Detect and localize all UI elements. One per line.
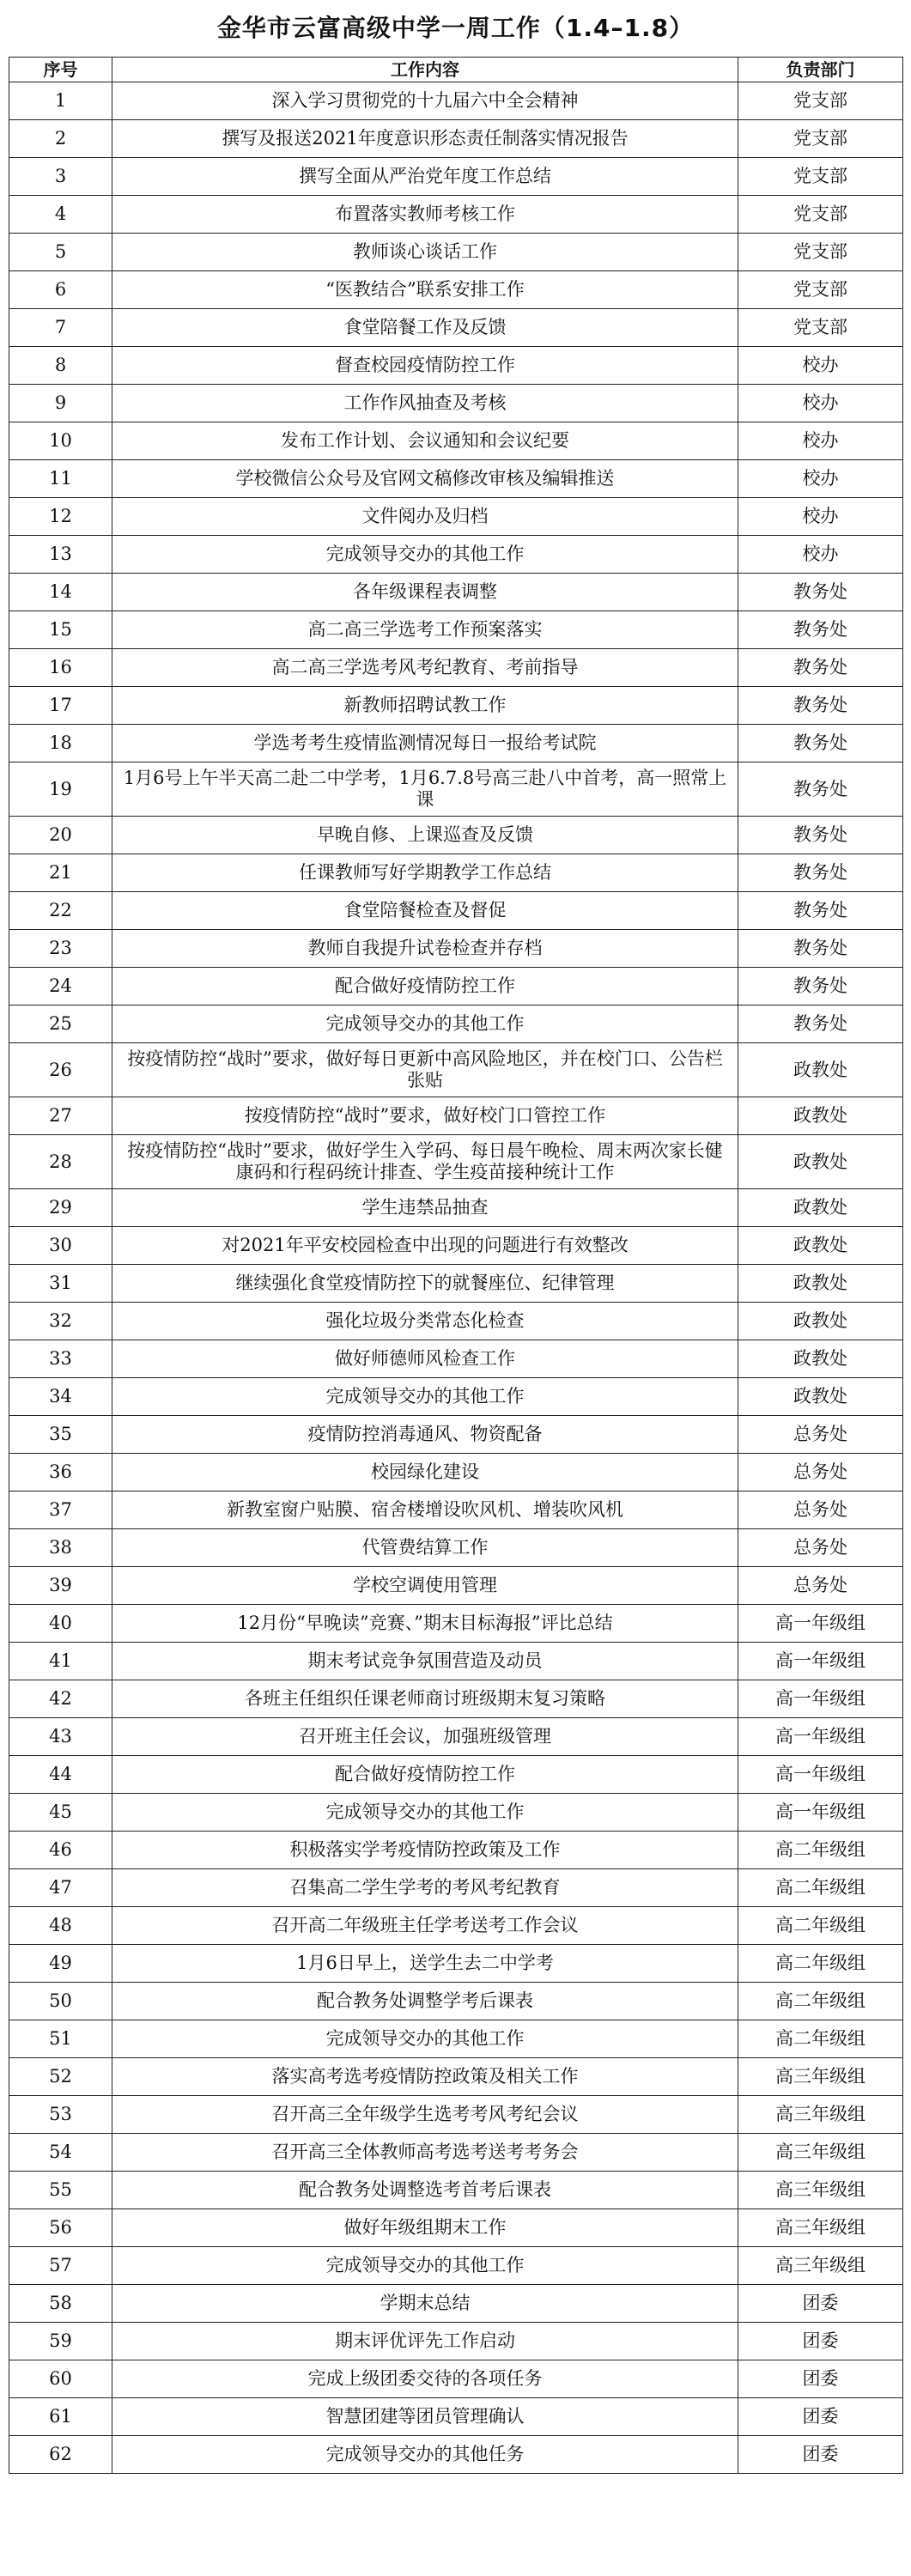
row-content: 配合做好疫情防控工作 [112, 1756, 738, 1794]
table-row [9, 1189, 903, 1227]
row-number: 37 [9, 1492, 112, 1529]
table-row [9, 498, 903, 536]
row-content: 配合教务处调整选考首考后课表 [112, 2172, 738, 2209]
row-content: 校园绿化建设 [112, 1454, 738, 1492]
row-content: 布置落实教师考核工作 [112, 196, 738, 234]
row-department: 党支部 [738, 82, 903, 120]
row-department: 教务处 [738, 817, 903, 854]
row-content: 完成领导交办的其他工作 [112, 1794, 738, 1832]
row-number: 51 [9, 2020, 112, 2058]
row-content: 工作作风抽查及考核 [112, 385, 738, 422]
table-row [9, 1005, 903, 1043]
row-content: 学生违禁品抽查 [112, 1189, 738, 1227]
table-row [9, 2436, 903, 2474]
row-department: 党支部 [738, 234, 903, 271]
table-row [9, 817, 903, 854]
row-department: 党支部 [738, 196, 903, 234]
row-content: 代管费结算工作 [112, 1529, 738, 1567]
row-department: 政教处 [738, 1097, 903, 1135]
row-department: 教务处 [738, 1005, 903, 1043]
row-department: 高三年级组 [738, 2172, 903, 2209]
row-department: 高一年级组 [738, 1794, 903, 1832]
row-content: 高二高三学选考风考纪教育、考前指导 [112, 649, 738, 687]
row-department: 团委 [738, 2323, 903, 2360]
row-content: 完成领导交办的其他工作 [112, 1005, 738, 1043]
row-number: 55 [9, 2172, 112, 2209]
table-row [9, 1529, 903, 1567]
row-number: 58 [9, 2285, 112, 2323]
row-department: 校办 [738, 460, 903, 498]
row-department: 高二年级组 [738, 1869, 903, 1907]
row-content: 学校空调使用管理 [112, 1567, 738, 1605]
row-number: 50 [9, 1983, 112, 2020]
row-number: 49 [9, 1945, 112, 1983]
row-department: 团委 [738, 2436, 903, 2474]
table-row [9, 1756, 903, 1794]
row-content: 12月份“早晚读”竞赛、”期末目标海报”评比总结 [112, 1605, 738, 1643]
table-row [9, 2209, 903, 2247]
row-department: 团委 [738, 2398, 903, 2436]
row-department: 党支部 [738, 120, 903, 158]
row-number: 32 [9, 1303, 112, 1340]
table-header-row [9, 58, 903, 82]
row-number: 13 [9, 536, 112, 574]
row-content: 积极落实学考疫情防控政策及工作 [112, 1832, 738, 1869]
row-department: 总务处 [738, 1454, 903, 1492]
row-department: 总务处 [738, 1529, 903, 1567]
row-department: 教务处 [738, 892, 903, 930]
row-department: 高二年级组 [738, 1945, 903, 1983]
table-row [9, 1135, 903, 1189]
row-number: 61 [9, 2398, 112, 2436]
table-row [9, 422, 903, 460]
table-row [9, 1416, 903, 1454]
row-content: 召开高三全体教师高考选考送考考务会 [112, 2134, 738, 2172]
row-number: 47 [9, 1869, 112, 1907]
work-schedule-table [9, 57, 903, 2474]
row-number: 42 [9, 1680, 112, 1718]
row-content: 召集高二学生学考的考风考纪教育 [112, 1869, 738, 1907]
row-number: 1 [9, 82, 112, 120]
row-number: 6 [9, 271, 112, 309]
row-content: 撰写全面从严治党年度工作总结 [112, 158, 738, 196]
row-department: 党支部 [738, 271, 903, 309]
table-row [9, 2020, 903, 2058]
row-department: 校办 [738, 385, 903, 422]
row-content: 撰写及报送2021年度意识形态责任制落实情况报告 [112, 120, 738, 158]
row-content: 深入学习贯彻党的十九届六中全会精神 [112, 82, 738, 120]
table-row [9, 1340, 903, 1378]
row-number: 39 [9, 1567, 112, 1605]
row-content: 疫情防控消毒通风、物资配备 [112, 1416, 738, 1454]
row-department: 高二年级组 [738, 1983, 903, 2020]
row-number: 31 [9, 1265, 112, 1303]
table-body [9, 82, 903, 2474]
row-number: 5 [9, 234, 112, 271]
row-content: 期末评优评先工作启动 [112, 2323, 738, 2360]
row-content: 期末考试竞争氛围营造及动员 [112, 1643, 738, 1680]
row-number: 19 [9, 762, 112, 817]
row-content: 召开班主任会议，加强班级管理 [112, 1718, 738, 1756]
row-content: 完成领导交办的其他工作 [112, 1378, 738, 1416]
row-number: 41 [9, 1643, 112, 1680]
row-number: 48 [9, 1907, 112, 1945]
row-department: 总务处 [738, 1492, 903, 1529]
table-row [9, 82, 903, 120]
row-number: 56 [9, 2209, 112, 2247]
row-number: 44 [9, 1756, 112, 1794]
row-number: 16 [9, 649, 112, 687]
row-number: 46 [9, 1832, 112, 1869]
table-row [9, 460, 903, 498]
row-department: 高三年级组 [738, 2058, 903, 2096]
row-number: 38 [9, 1529, 112, 1567]
table-row [9, 1605, 903, 1643]
row-number: 18 [9, 725, 112, 762]
row-number: 8 [9, 347, 112, 385]
table-row [9, 2134, 903, 2172]
row-department: 政教处 [738, 1303, 903, 1340]
row-department: 教务处 [738, 574, 903, 611]
row-number: 34 [9, 1378, 112, 1416]
row-number: 9 [9, 385, 112, 422]
table-row [9, 385, 903, 422]
row-number: 4 [9, 196, 112, 234]
row-department: 政教处 [738, 1043, 903, 1097]
row-content: 做好师德师风检查工作 [112, 1340, 738, 1378]
table-row [9, 1454, 903, 1492]
table-row [9, 574, 903, 611]
row-department: 政教处 [738, 1227, 903, 1265]
row-number: 2 [9, 120, 112, 158]
row-content: 做好年级组期末工作 [112, 2209, 738, 2247]
table-row [9, 1265, 903, 1303]
table-row [9, 2398, 903, 2436]
table-row [9, 271, 903, 309]
row-department: 政教处 [738, 1135, 903, 1189]
table-row [9, 1097, 903, 1135]
row-department: 高三年级组 [738, 2096, 903, 2134]
table-row [9, 1945, 903, 1983]
row-number: 36 [9, 1454, 112, 1492]
table-row [9, 2360, 903, 2398]
row-number: 27 [9, 1097, 112, 1135]
row-content: 文件阅办及归档 [112, 498, 738, 536]
table-row [9, 1227, 903, 1265]
row-content: 1月6日早上，送学生去二中学考 [112, 1945, 738, 1983]
row-department: 校办 [738, 422, 903, 460]
row-department: 高一年级组 [738, 1605, 903, 1643]
table-row [9, 611, 903, 649]
row-department: 校办 [738, 536, 903, 574]
row-number: 11 [9, 460, 112, 498]
table-row [9, 1303, 903, 1340]
table-row [9, 1983, 903, 2020]
row-content: 落实高考选考疫情防控政策及相关工作 [112, 2058, 738, 2096]
row-department: 高三年级组 [738, 2134, 903, 2172]
table-row [9, 2096, 903, 2134]
row-number: 10 [9, 422, 112, 460]
row-department: 教务处 [738, 611, 903, 649]
row-content: 完成领导交办的其他工作 [112, 536, 738, 574]
row-content: 智慧团建等团员管理确认 [112, 2398, 738, 2436]
table-row [9, 1378, 903, 1416]
row-number: 7 [9, 309, 112, 347]
row-number: 22 [9, 892, 112, 930]
table-row [9, 968, 903, 1005]
header-dept: 负责部门 [738, 58, 903, 82]
row-content: 对2021年平安校园检查中出现的问题进行有效整改 [112, 1227, 738, 1265]
table-row [9, 2247, 903, 2285]
row-department: 高一年级组 [738, 1756, 903, 1794]
row-content: 学期末总结 [112, 2285, 738, 2323]
table-row [9, 930, 903, 968]
row-content: 继续强化食堂疫情防控下的就餐座位、纪律管理 [112, 1265, 738, 1303]
row-number: 26 [9, 1043, 112, 1097]
row-number: 33 [9, 1340, 112, 1378]
row-content: 召开高二年级班主任学考送考工作会议 [112, 1907, 738, 1945]
row-department: 团委 [738, 2285, 903, 2323]
row-number: 59 [9, 2323, 112, 2360]
row-content: 食堂陪餐检查及督促 [112, 892, 738, 930]
table-row [9, 1869, 903, 1907]
table-row [9, 196, 903, 234]
row-content: 强化垃圾分类常态化检查 [112, 1303, 738, 1340]
row-content: 督查校园疫情防控工作 [112, 347, 738, 385]
row-content: 召开高三全年级学生选考考风考纪会议 [112, 2096, 738, 2134]
table-row [9, 1492, 903, 1529]
row-content: 发布工作计划、会议通知和会议纪要 [112, 422, 738, 460]
table-row [9, 2172, 903, 2209]
row-number: 12 [9, 498, 112, 536]
row-number: 20 [9, 817, 112, 854]
row-number: 35 [9, 1416, 112, 1454]
table-row [9, 1794, 903, 1832]
row-department: 教务处 [738, 968, 903, 1005]
row-content: 各班主任组织任课老师商讨班级期末复习策略 [112, 1680, 738, 1718]
table-row [9, 649, 903, 687]
row-number: 54 [9, 2134, 112, 2172]
row-department: 高三年级组 [738, 2209, 903, 2247]
table-row [9, 725, 903, 762]
table-row [9, 892, 903, 930]
row-content: 学校微信公众号及官网文稿修改审核及编辑推送 [112, 460, 738, 498]
row-department: 教务处 [738, 930, 903, 968]
row-content: 新教室窗户贴膜、宿舍楼增设吹风机、增装吹风机 [112, 1492, 738, 1529]
table-row [9, 2058, 903, 2096]
row-number: 15 [9, 611, 112, 649]
row-content: 各年级课程表调整 [112, 574, 738, 611]
table-row [9, 2285, 903, 2323]
table-row [9, 687, 903, 725]
table-row [9, 1832, 903, 1869]
row-department: 高一年级组 [738, 1680, 903, 1718]
row-content: 按疫情防控“战时”要求，做好每日更新中高风险地区，并在校门口、公告栏张贴 [112, 1043, 738, 1097]
row-content: 教师谈心谈话工作 [112, 234, 738, 271]
table-row [9, 234, 903, 271]
row-number: 21 [9, 854, 112, 892]
row-department: 政教处 [738, 1340, 903, 1378]
row-department: 总务处 [738, 1416, 903, 1454]
table-row [9, 854, 903, 892]
row-department: 高二年级组 [738, 1832, 903, 1869]
row-department: 教务处 [738, 649, 903, 687]
row-content: 完成领导交办的其他任务 [112, 2436, 738, 2474]
row-number: 60 [9, 2360, 112, 2398]
row-department: 高二年级组 [738, 1907, 903, 1945]
row-department: 校办 [738, 347, 903, 385]
row-content: 教师自我提升试卷检查并存档 [112, 930, 738, 968]
row-department: 教务处 [738, 854, 903, 892]
table-row [9, 536, 903, 574]
row-department: 政教处 [738, 1189, 903, 1227]
row-number: 40 [9, 1605, 112, 1643]
row-content: 按疫情防控“战时”要求，做好校门口管控工作 [112, 1097, 738, 1135]
table-row [9, 1680, 903, 1718]
table-row [9, 1643, 903, 1680]
row-content: 完成上级团委交待的各项任务 [112, 2360, 738, 2398]
row-number: 52 [9, 2058, 112, 2096]
row-department: 党支部 [738, 309, 903, 347]
row-number: 28 [9, 1135, 112, 1189]
table-row [9, 158, 903, 196]
row-number: 53 [9, 2096, 112, 2134]
row-department: 政教处 [738, 1378, 903, 1416]
row-number: 14 [9, 574, 112, 611]
table-row [9, 347, 903, 385]
row-number: 43 [9, 1718, 112, 1756]
row-department: 团委 [738, 2360, 903, 2398]
row-number: 57 [9, 2247, 112, 2285]
row-department: 教务处 [738, 725, 903, 762]
row-content: 配合做好疫情防控工作 [112, 968, 738, 1005]
table-row [9, 1043, 903, 1097]
row-number: 30 [9, 1227, 112, 1265]
row-number: 25 [9, 1005, 112, 1043]
row-number: 3 [9, 158, 112, 196]
table-row [9, 120, 903, 158]
row-number: 62 [9, 2436, 112, 2474]
row-content: 完成领导交办的其他工作 [112, 2020, 738, 2058]
row-department: 教务处 [738, 687, 903, 725]
page-title: 金华市云富高级中学一周工作（1.4–1.8） [216, 14, 695, 42]
row-department: 总务处 [738, 1567, 903, 1605]
header-no: 序号 [9, 58, 112, 82]
row-content: 1月6号上午半天高二赴二中学考，1月6.7.8号高三赴八中首考，高一照常上课 [112, 762, 738, 817]
row-content: 新教师招聘试教工作 [112, 687, 738, 725]
row-department: 政教处 [738, 1265, 903, 1303]
row-department: 高二年级组 [738, 2020, 903, 2058]
row-number: 29 [9, 1189, 112, 1227]
row-content: 高二高三学选考工作预案落实 [112, 611, 738, 649]
header-content: 工作内容 [112, 58, 738, 82]
row-number: 23 [9, 930, 112, 968]
row-department: 高一年级组 [738, 1718, 903, 1756]
row-department: 党支部 [738, 158, 903, 196]
row-number: 45 [9, 1794, 112, 1832]
row-content: 按疫情防控“战时”要求，做好学生入学码、每日晨午晚检、周末两次家长健康码和行程码统计排查、学生疫苗接种统计工作 [112, 1135, 738, 1189]
table-row [9, 762, 903, 817]
row-number: 24 [9, 968, 112, 1005]
row-content: 任课教师写好学期教学工作总结 [112, 854, 738, 892]
row-department: 高三年级组 [738, 2247, 903, 2285]
row-content: 配合教务处调整学考后课表 [112, 1983, 738, 2020]
row-content: 早晚自修、上课巡查及反馈 [112, 817, 738, 854]
row-department: 校办 [738, 498, 903, 536]
table-row [9, 1567, 903, 1605]
table-row [9, 1907, 903, 1945]
table-row [9, 309, 903, 347]
row-content: 学选考考生疫情监测情况每日一报给考试院 [112, 725, 738, 762]
row-department: 高一年级组 [738, 1643, 903, 1680]
row-content: 食堂陪餐工作及反馈 [112, 309, 738, 347]
table-row [9, 2323, 903, 2360]
row-content: 完成领导交办的其他工作 [112, 2247, 738, 2285]
table-row [9, 1718, 903, 1756]
row-number: 17 [9, 687, 112, 725]
row-department: 教务处 [738, 762, 903, 817]
row-content: “医教结合”联系安排工作 [112, 271, 738, 309]
